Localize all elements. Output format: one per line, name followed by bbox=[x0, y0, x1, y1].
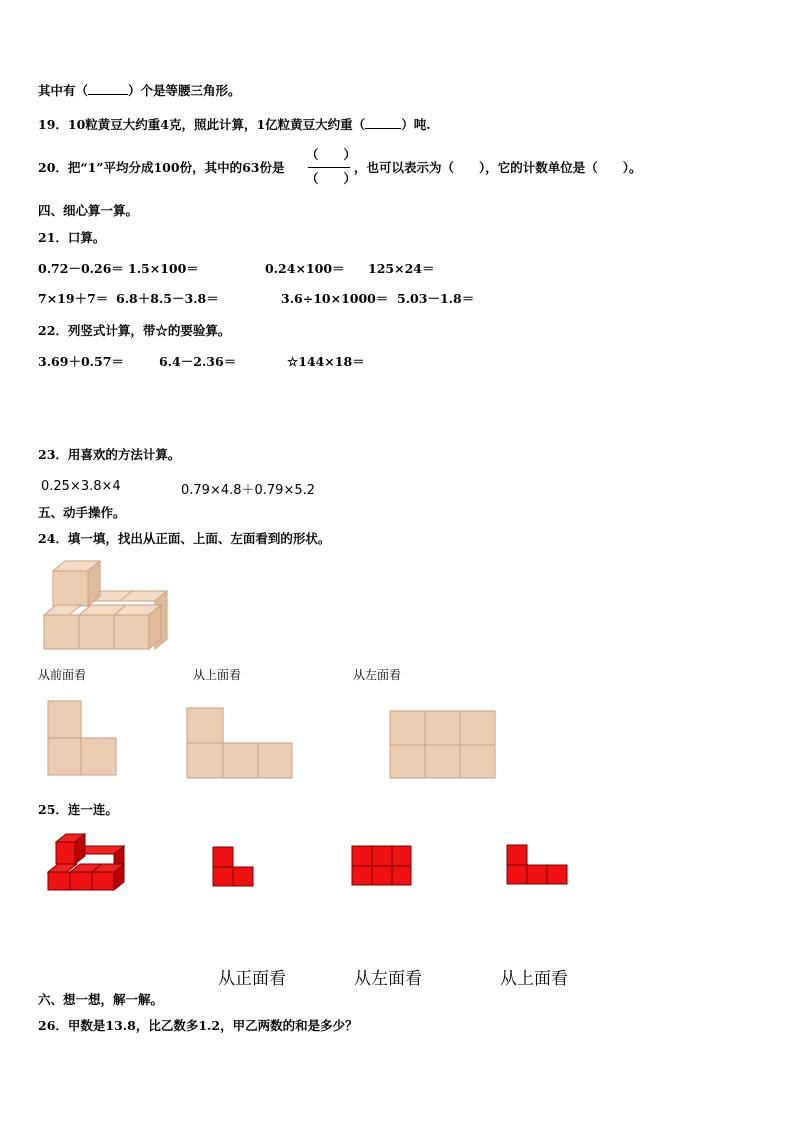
question-25: 25．连一连。 bbox=[38, 802, 118, 817]
answer-blank[interactable] bbox=[88, 82, 128, 95]
question-20-mid: ，也可以表示为（ ），它的计数单位是（ ）。 bbox=[354, 160, 642, 175]
q22-item: 3.69＋0.57＝ bbox=[38, 354, 124, 369]
q19-text-post: ）吨. bbox=[401, 117, 431, 132]
fraction-bar bbox=[308, 167, 350, 168]
section-6-heading: 六、想一想，解一解。 bbox=[38, 992, 164, 1007]
q21-item: 125×24＝ bbox=[368, 261, 435, 276]
answer-blank[interactable] bbox=[365, 116, 401, 129]
q21-item: 6.8＋8.5－3.8＝ bbox=[116, 291, 219, 306]
front-view-figure bbox=[47, 700, 119, 778]
q23-item: 0.25×3.8×4 bbox=[41, 479, 121, 494]
match-label-front[interactable]: 从正面看 bbox=[218, 969, 286, 989]
q18-text-post: ）个是等腰三角形。 bbox=[128, 83, 241, 98]
q25-shape-a bbox=[212, 846, 256, 888]
question-20-pre: 20．把“1”平均分成100份，其中的63份是 bbox=[38, 160, 285, 175]
q25-red-cube-figure bbox=[46, 832, 128, 896]
q18-tail-line bbox=[38, 82, 241, 99]
question-19 bbox=[38, 116, 431, 133]
q22-item: ☆144×18＝ bbox=[287, 354, 365, 369]
q21-item: 0.24×100＝ bbox=[265, 261, 345, 276]
q22-item: 6.4－2.36＝ bbox=[159, 354, 237, 369]
q21-item: 5.03－1.8＝ bbox=[397, 291, 475, 306]
question-22: 22．列竖式计算，带☆的要验算。 bbox=[38, 323, 231, 338]
match-label-left[interactable]: 从左面看 bbox=[354, 969, 422, 989]
fraction-denominator-blank[interactable]: （ ） bbox=[306, 171, 357, 186]
left-view-figure bbox=[389, 710, 497, 780]
top-view-figure bbox=[186, 707, 294, 779]
q21-item: 3.6÷10×1000＝ bbox=[281, 291, 389, 306]
q25-shape-b bbox=[351, 845, 413, 887]
q23-item: 0.79×4.8＋0.79×5.2 bbox=[181, 483, 316, 498]
q25-shape-c bbox=[506, 844, 570, 886]
view-label-left: 从左面看 bbox=[353, 668, 402, 682]
q24-cube-figure bbox=[40, 558, 180, 654]
section-4-heading: 四、细心算一算。 bbox=[38, 203, 139, 218]
q21-item: 1.5×100＝ bbox=[128, 261, 199, 276]
view-label-top: 从上面看 bbox=[193, 668, 242, 682]
question-21: 21．口算。 bbox=[38, 230, 106, 245]
section-5-heading: 五、动手操作。 bbox=[38, 505, 126, 520]
question-26: 26．甲数是13.8，比乙数多1.2，甲乙两数的和是多少？ bbox=[38, 1018, 358, 1033]
q19-text-pre: 19．10粒黄豆大约重4克，照此计算，1亿粒黄豆大约重（ bbox=[38, 117, 366, 132]
q18-text-pre: 其中有（ bbox=[38, 83, 89, 98]
q21-item: 7×19＋7＝ bbox=[38, 291, 109, 306]
match-label-top[interactable]: 从上面看 bbox=[500, 969, 568, 989]
question-24: 24．填一填，找出从正面、上面、左面看到的形状。 bbox=[38, 531, 331, 546]
q21-item: 0.72－0.26＝ bbox=[38, 261, 124, 276]
fraction-numerator-blank[interactable]: （ ） bbox=[306, 147, 357, 162]
view-label-front: 从前面看 bbox=[38, 668, 87, 682]
question-23: 23．用喜欢的方法计算。 bbox=[38, 447, 181, 462]
